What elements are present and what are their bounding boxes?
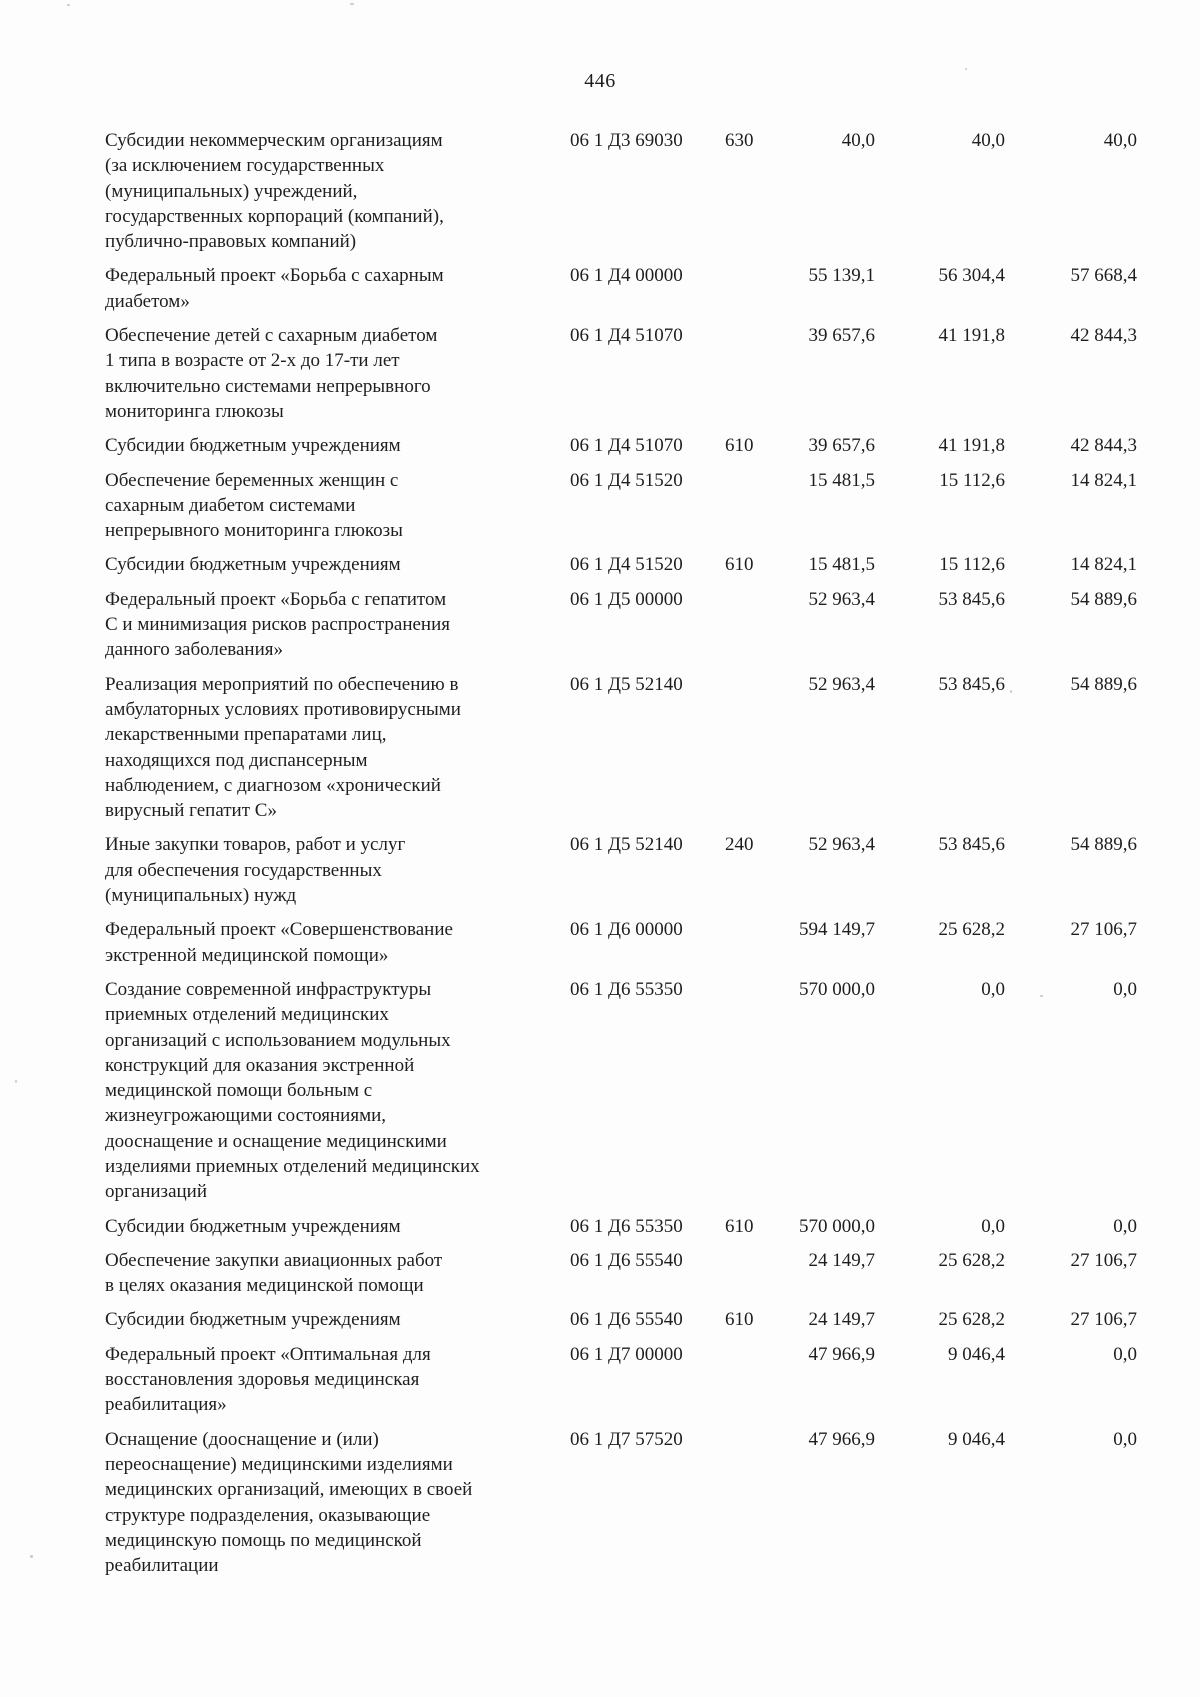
- table-row: [105, 917, 1180, 968]
- row-name-cell: Оснащение (дооснащение и (или) переоснащение) медицинскими изделиями медицинских организаций, имеющих в своей структуре подразделения, оказывающие медицинскую помощь по медицинской реабилитации: [105, 1428, 473, 1577]
- row-value-3-cell: 57 668,4: [1070, 265, 1137, 287]
- row-value-3-cell: 0,0: [1113, 1428, 1137, 1450]
- row-code-cell: 06 1 Д5 52140: [570, 673, 683, 695]
- row-code-cell: 06 1 Д6 55350: [570, 978, 683, 1000]
- row-code-cell: 06 1 Д4 00000: [570, 265, 683, 287]
- row-code-cell: 06 1 Д3 69030: [570, 130, 683, 151]
- row-code-cell: 06 1 Д6 00000: [570, 919, 683, 941]
- row-name-cell: Субсидии бюджетным учреждениям: [105, 1309, 401, 1331]
- row-value-3-cell: 14 824,1: [1070, 469, 1137, 491]
- row-value-2-cell: 25 628,2: [938, 1309, 1005, 1331]
- row-value-1-cell: 15 481,5: [808, 469, 875, 491]
- table-row: [105, 1248, 1180, 1299]
- scan-speck: [350, 3, 354, 5]
- row-value-1-cell: 570 000,0: [799, 1215, 875, 1237]
- row-value-1-cell: 15 481,5: [808, 554, 875, 576]
- row-value-2-cell: 15 112,6: [939, 554, 1005, 576]
- row-type-cell: 610: [725, 435, 754, 457]
- row-value-3-cell: 27 106,7: [1070, 919, 1137, 941]
- row-value-1-cell: 594 149,7: [799, 919, 875, 941]
- row-name-cell: Создание современной инфраструктуры приемных отделений медицинских организаций с использованием модульных конструкций для оказания экстренной медицинской помощи больным с жизнеугрожающими состояниями, дооснащение и оснащение медицинскими изделиями приемных отделений медицинских организаций: [105, 978, 480, 1203]
- row-value-2-cell: 56 304,4: [938, 265, 1005, 287]
- row-code-cell: 06 1 Д6 55540: [570, 1309, 683, 1331]
- row-value-3-cell: 14 824,1: [1070, 554, 1137, 576]
- row-name-cell: Федеральный проект «Борьба с гепатитом С и минимизация рисков распространения данного заболевания»: [105, 588, 450, 661]
- scan-speck: [30, 1555, 33, 1558]
- row-value-1-cell: 52 963,4: [808, 834, 875, 856]
- table-row: [105, 323, 1180, 424]
- row-value-2-cell: 53 845,6: [938, 834, 1005, 856]
- row-value-1-cell: 55 139,1: [808, 265, 875, 287]
- scan-speck: [965, 68, 967, 70]
- row-value-2-cell: 25 628,2: [938, 919, 1005, 941]
- row-value-3-cell: 54 889,6: [1070, 673, 1137, 695]
- row-type-cell: 240: [725, 834, 754, 856]
- row-value-1-cell: 24 149,7: [808, 1249, 875, 1271]
- table-row: [105, 128, 1180, 254]
- row-name-cell: Обеспечение беременных женщин с сахарным диабетом системами непрерывного мониторинга глюкозы: [105, 469, 403, 542]
- row-value-3-cell: 0,0: [1113, 1343, 1137, 1365]
- row-value-1-cell: 40,0: [841, 130, 875, 151]
- row-type-cell: 610: [725, 1215, 754, 1237]
- row-type-cell: 630: [725, 130, 754, 151]
- row-name-cell: Субсидии бюджетным учреждениям: [105, 1215, 401, 1237]
- row-code-cell: 06 1 Д7 00000: [570, 1343, 683, 1365]
- row-type-cell: 610: [725, 554, 754, 576]
- row-code-cell: 06 1 Д5 00000: [570, 588, 683, 610]
- row-value-1-cell: 24 149,7: [808, 1309, 875, 1331]
- row-value-2-cell: 25 628,2: [938, 1249, 1005, 1271]
- row-value-1-cell: 52 963,4: [808, 588, 875, 610]
- table-row: [105, 1427, 1180, 1579]
- table-row: [105, 1342, 1180, 1418]
- row-value-3-cell: 54 889,6: [1070, 588, 1137, 610]
- row-type-cell: 610: [725, 1309, 754, 1331]
- row-name-cell: Субсидии некоммерческим организациям (за исключением государственных (муниципальных) учреждений, государственных корпораций (компаний), публично-правовых компаний): [105, 130, 444, 253]
- table-row: [105, 263, 1180, 314]
- row-code-cell: 06 1 Д7 57520: [570, 1428, 683, 1450]
- row-value-2-cell: 41 191,8: [938, 435, 1005, 457]
- row-name-cell: Федеральный проект «Совершенствование экстренной медицинской помощи»: [105, 919, 453, 966]
- row-value-1-cell: 39 657,6: [808, 435, 875, 457]
- row-value-2-cell: 15 112,6: [939, 469, 1005, 491]
- row-name-cell: Субсидии бюджетным учреждениям: [105, 435, 401, 457]
- row-code-cell: 06 1 Д4 51520: [570, 469, 683, 491]
- row-code-cell: 06 1 Д4 51520: [570, 554, 683, 576]
- row-code-cell: 06 1 Д4 51070: [570, 325, 683, 347]
- row-name-cell: Обеспечение детей с сахарным диабетом 1 типа в возрасте от 2-х до 17-ти лет включительно системами непрерывного мониторинга глюкозы: [105, 325, 438, 422]
- row-value-3-cell: 42 844,3: [1070, 435, 1137, 457]
- table-row: [105, 1214, 1180, 1239]
- row-name-cell: Федеральный проект «Борьба с сахарным диабетом»: [105, 265, 444, 312]
- row-name-cell: Субсидии бюджетным учреждениям: [105, 554, 401, 576]
- row-value-1-cell: 570 000,0: [799, 978, 875, 1000]
- row-value-2-cell: 0,0: [981, 1215, 1005, 1237]
- budget-table: [105, 128, 1180, 1587]
- row-value-3-cell: 0,0: [1113, 978, 1137, 1000]
- row-value-3-cell: 42 844,3: [1070, 325, 1137, 347]
- row-value-2-cell: 53 845,6: [938, 588, 1005, 610]
- row-value-2-cell: 0,0: [981, 978, 1005, 1000]
- scan-speck: [1010, 690, 1012, 693]
- row-name-cell: Федеральный проект «Оптимальная для восстановления здоровья медицинская реабилитация»: [105, 1343, 431, 1416]
- scan-speck: [1040, 995, 1043, 997]
- row-value-2-cell: 9 046,4: [948, 1428, 1005, 1450]
- row-value-3-cell: 54 889,6: [1070, 834, 1137, 856]
- row-name-cell: Обеспечение закупки авиационных работ в целях оказания медицинской помощи: [105, 1249, 443, 1297]
- scan-speck: [15, 1080, 17, 1083]
- table-row: [105, 468, 1180, 544]
- table-row: [105, 433, 1180, 458]
- table-row: [105, 832, 1180, 908]
- row-value-1-cell: 47 966,9: [808, 1343, 875, 1365]
- row-name-cell: Иные закупки товаров, работ и услуг для обеспечения государственных (муниципальных) нужд: [105, 834, 406, 907]
- row-code-cell: 06 1 Д6 55540: [570, 1249, 683, 1271]
- row-value-3-cell: 40,0: [1103, 130, 1137, 151]
- row-value-2-cell: 40,0: [971, 130, 1005, 151]
- scan-speck: [67, 4, 70, 6]
- table-row: [105, 587, 1180, 663]
- row-value-3-cell: 27 106,7: [1070, 1249, 1137, 1271]
- table-row: [105, 672, 1180, 824]
- table-row: [105, 1307, 1180, 1332]
- row-code-cell: 06 1 Д5 52140: [570, 834, 683, 856]
- table-row: [105, 552, 1180, 577]
- row-value-3-cell: 0,0: [1113, 1215, 1137, 1237]
- row-name-cell: Реализация мероприятий по обеспечению в амбулаторных условиях противовирусными лекарственными препаратами лиц, находящихся под диспансерным наблюдением, с диагнозом «хронический вирусный гепатит С»: [105, 673, 461, 822]
- row-value-1-cell: 39 657,6: [808, 325, 875, 347]
- row-code-cell: 06 1 Д6 55350: [570, 1215, 683, 1237]
- row-value-2-cell: 9 046,4: [948, 1343, 1005, 1365]
- row-value-1-cell: 52 963,4: [808, 673, 875, 695]
- row-value-1-cell: 47 966,9: [808, 1428, 875, 1450]
- page-number: 446: [584, 70, 616, 92]
- row-value-3-cell: 27 106,7: [1070, 1309, 1137, 1331]
- table-row: [105, 977, 1180, 1205]
- row-value-2-cell: 53 845,6: [938, 673, 1005, 695]
- row-code-cell: 06 1 Д4 51070: [570, 435, 683, 457]
- row-value-2-cell: 41 191,8: [938, 325, 1005, 347]
